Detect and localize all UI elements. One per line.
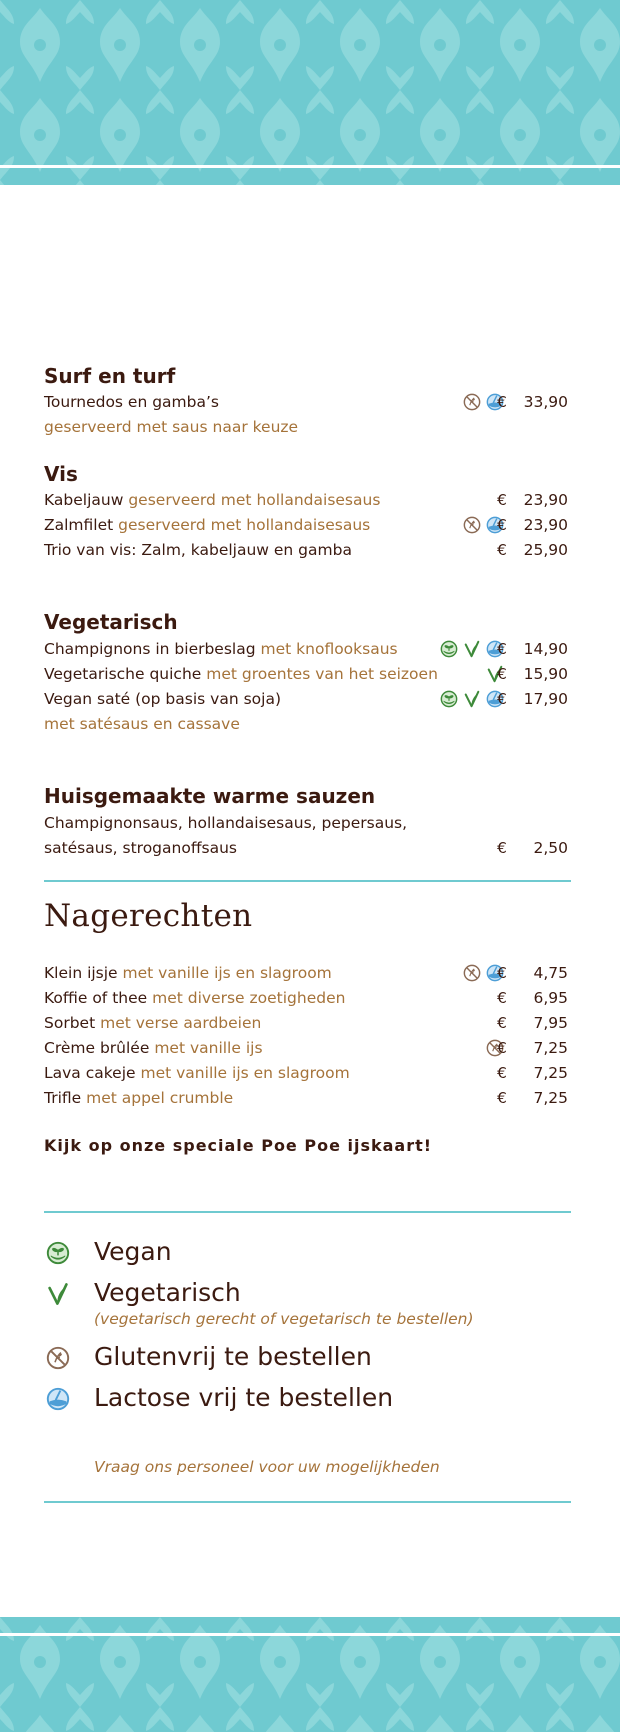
currency: €: [497, 393, 507, 411]
menu-item-zalmfilet: [44, 513, 571, 537]
item-desc: met verse aardbeien: [100, 1014, 262, 1032]
item-name: Crème brûlée: [44, 1039, 150, 1057]
gluten-free-icon: [46, 1346, 70, 1370]
item-desc: met knoflooksaus: [260, 640, 398, 658]
item-desc: met vanille ijs en slagroom: [122, 964, 332, 982]
item-name: Vegetarische quiche: [44, 665, 202, 683]
item-name: Lava cakeje: [44, 1064, 136, 1082]
item-name: Champignons in bierbeslag: [44, 640, 256, 658]
legend-label: Lactose vrij te bestellen: [94, 1383, 394, 1412]
section-divider: [44, 1501, 571, 1503]
item-price: 17,90: [523, 690, 568, 708]
currency: €: [497, 964, 507, 982]
currency: €: [497, 1014, 507, 1032]
banner-divider-line: [0, 1633, 620, 1636]
currency: €: [497, 491, 507, 509]
item-price: 33,90: [523, 393, 568, 411]
section-divider: [44, 1211, 571, 1213]
diet-icons: [440, 690, 504, 708]
ice-menu-promo: Kijk op onze speciale Poe Poe ijskaart!: [44, 1136, 433, 1155]
vegan-icon: [440, 640, 458, 658]
item-desc: met diverse zoetigheden: [152, 989, 346, 1007]
sauces-line-2: [44, 836, 571, 860]
item-price: 23,90: [523, 491, 568, 509]
item-name: Trifle: [44, 1089, 82, 1107]
item-subtext: geserveerd met saus naar keuze: [44, 418, 299, 436]
item-desc: met vanille ijs: [154, 1039, 263, 1057]
sauces-line-1: Champignonsaus, hollandaisesaus, pepersaus,: [44, 814, 408, 832]
item-name: Koffie of thee: [44, 989, 148, 1007]
item-name: Zalmfilet: [44, 516, 114, 534]
item-price: 4,75: [533, 964, 568, 982]
vegan-icon: [46, 1241, 70, 1265]
item-price: 7,25: [533, 1039, 568, 1057]
item-desc: geserveerd met hollandaisesaus: [128, 491, 381, 509]
bottom-damask-banner: [0, 1617, 620, 1732]
vegetarian-icon: [46, 1282, 70, 1306]
menu-item-sorbet: [44, 1011, 571, 1035]
item-name: Klein ijsje: [44, 964, 118, 982]
item-price: 15,90: [523, 665, 568, 683]
section-title-surf: Surf en turf: [44, 364, 176, 388]
legend-label: Vegan: [94, 1237, 172, 1266]
menu-item-trifle: [44, 1086, 571, 1110]
menu-item-tournedos: [44, 390, 571, 414]
section-title-vis: Vis: [44, 462, 78, 486]
menu-item-quiche: [44, 662, 571, 686]
currency: €: [497, 690, 507, 708]
section-title-sauzen: Huisgemaakte warme sauzen: [44, 784, 376, 808]
vegan-icon: [440, 690, 458, 708]
item-name: Kabeljauw: [44, 491, 124, 509]
currency: €: [497, 989, 507, 1007]
desserts-heading: Nagerechten: [44, 898, 253, 934]
item-desc: met vanille ijs en slagroom: [140, 1064, 350, 1082]
lactose-free-icon: [46, 1387, 70, 1411]
menu-item-koffie: [44, 986, 571, 1010]
currency: €: [497, 1089, 507, 1107]
menu-item-vegan-sate: [44, 687, 571, 711]
gluten-free-icon: [463, 393, 481, 411]
item-name: satésaus, stroganoffsaus: [44, 839, 237, 857]
section-divider: [44, 880, 571, 882]
item-price: 23,90: [523, 516, 568, 534]
menu-item-champignons: [44, 637, 571, 661]
legend-note: (vegetarisch gerecht of vegetarisch te bestellen): [94, 1310, 474, 1328]
staff-note: Vraag ons personeel voor uw mogelijkheden: [94, 1458, 440, 1476]
vegetarian-icon: [463, 640, 481, 658]
legend-label: Glutenvrij te bestellen: [94, 1342, 372, 1371]
currency: €: [497, 516, 507, 534]
currency: €: [497, 1039, 507, 1057]
item-price: 2,50: [533, 839, 568, 857]
menu-item-trio-van-vis: [44, 538, 571, 562]
currency: €: [497, 839, 507, 857]
item-price: 25,90: [523, 541, 568, 559]
item-price: 14,90: [523, 640, 568, 658]
menu-item-kabeljauw: [44, 488, 571, 512]
item-desc: met appel crumble: [86, 1089, 234, 1107]
item-name: Vegan saté (op basis van soja): [44, 690, 281, 708]
gluten-free-icon: [463, 964, 481, 982]
item-price: 7,25: [533, 1089, 568, 1107]
gluten-free-icon: [463, 516, 481, 534]
legend-label: Vegetarisch: [94, 1278, 241, 1307]
menu-item-klein-ijsje: [44, 961, 571, 985]
item-desc: met groentes van het seizoen: [206, 665, 438, 683]
item-name: Trio van vis: Zalm, kabeljauw en gamba: [44, 541, 352, 559]
currency: €: [497, 1064, 507, 1082]
item-price: 6,95: [533, 989, 568, 1007]
menu-item-creme-brulee: [44, 1036, 571, 1060]
item-subtext: met satésaus en cassave: [44, 715, 240, 733]
currency: €: [497, 640, 507, 658]
vegetarian-icon: [463, 690, 481, 708]
item-desc: geserveerd met hollandaisesaus: [118, 516, 371, 534]
currency: €: [497, 665, 507, 683]
section-title-vegetarisch: Vegetarisch: [44, 610, 178, 634]
diet-icons: [440, 640, 504, 658]
item-price: 7,25: [533, 1064, 568, 1082]
item-name: Sorbet: [44, 1014, 96, 1032]
menu-content: [44, 0, 571, 1732]
menu-item-lava-cakeje: [44, 1061, 571, 1085]
item-price: 7,95: [533, 1014, 568, 1032]
currency: €: [497, 541, 507, 559]
item-name: Tournedos en gamba’s: [44, 393, 219, 411]
